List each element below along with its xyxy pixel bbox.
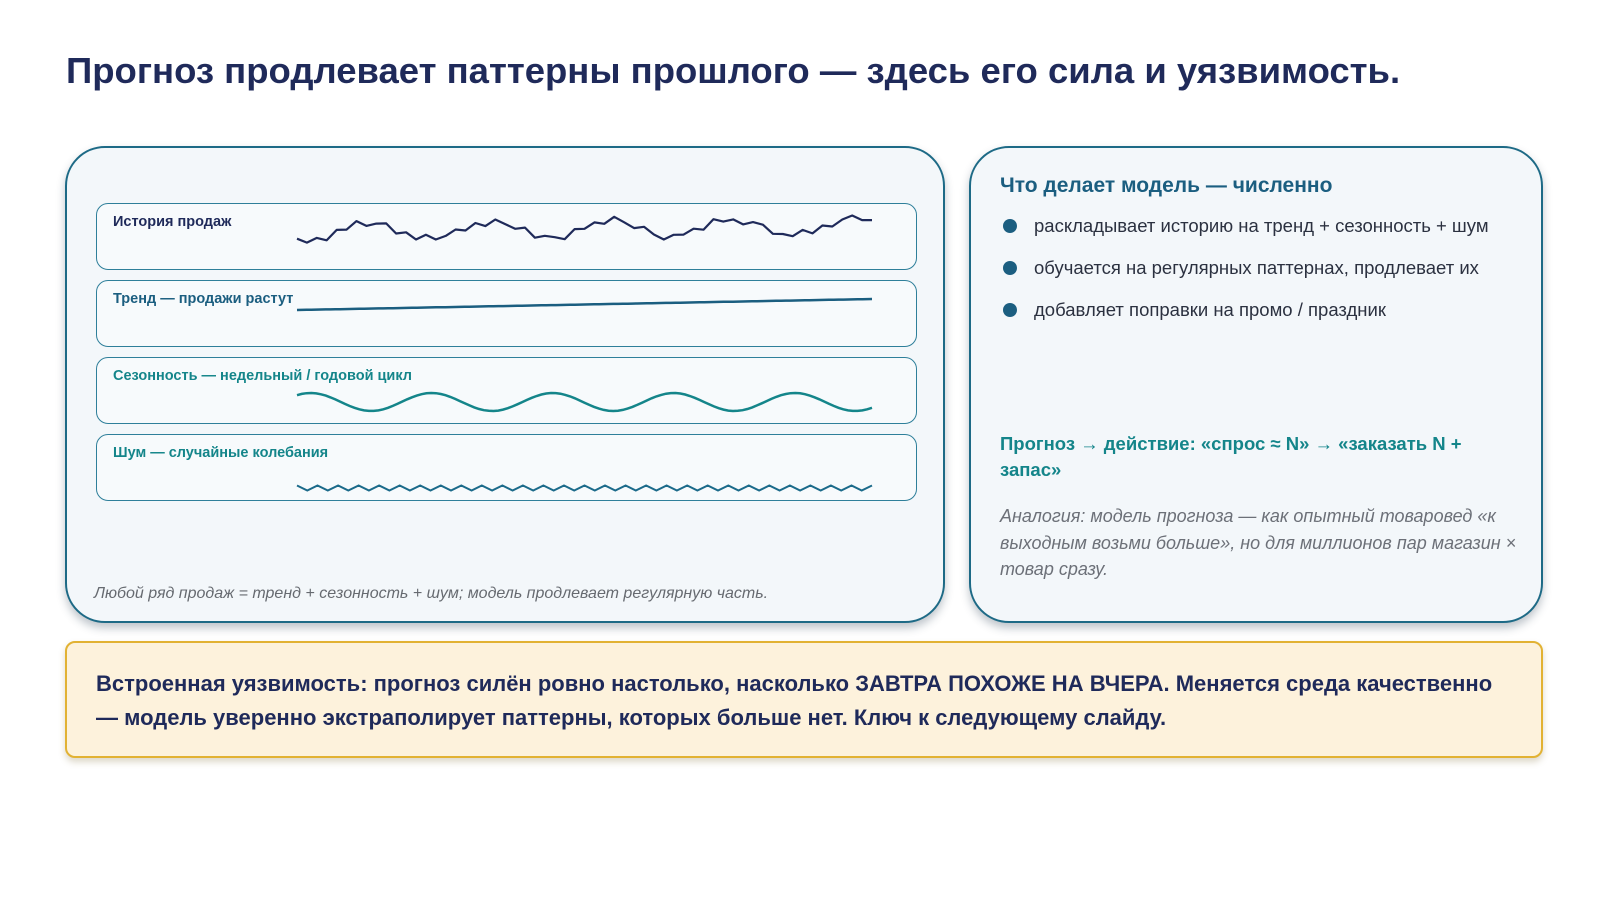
trend-line — [97, 281, 918, 348]
row-history-label: История продаж — [113, 214, 232, 230]
decomposition-card — [65, 146, 945, 623]
row-noise — [96, 434, 917, 501]
bullet-dot-icon — [1003, 261, 1017, 275]
slide-title: Прогноз продлевает паттерны прошлого — здесь его сила и уязвимость. — [66, 50, 1401, 91]
bullet-text: обучается на регулярных паттернах, продлевает их — [1034, 257, 1479, 278]
list-item — [1000, 297, 1520, 323]
model-card — [969, 146, 1543, 623]
row-trend — [96, 280, 917, 347]
row-seasonality — [96, 357, 917, 424]
bullet-text: добавляет поправки на промо / праздник — [1034, 299, 1386, 320]
model-bullets — [1000, 213, 1520, 339]
model-heading: Что делает модель — численно — [1000, 174, 1333, 197]
forecast-action: Прогноз → действие: «спрос ≈ N» → «заказать N + запас» — [1000, 433, 1462, 480]
row-seasonality-label: Сезонность — недельный / годовой цикл — [113, 368, 412, 384]
row-trend-label: Тренд — продажи растут — [113, 291, 294, 307]
list-item — [1000, 213, 1520, 239]
bullet-dot-icon — [1003, 303, 1017, 317]
noise-line — [97, 435, 918, 502]
list-item — [1000, 255, 1520, 281]
analogy-text: Аналогия: модель прогноза — как опытный товаровед «к выходным возьми больше», но для миллионов пар магазин × товар сразу. — [1000, 506, 1517, 579]
callout-text: Встроенная уязвимость: прогноз силён ровно настолько, насколько ЗАВТРА ПОХОЖЕ НА ВЧЕРА. Меняется среда качественно — модель уверенно экстраполирует паттерны, которых больше нет. Ключ к следующему слайду. — [96, 671, 1493, 730]
bullet-text: раскладывает историю на тренд + сезонность + шум — [1034, 215, 1489, 236]
bullet-dot-icon — [1003, 219, 1017, 233]
decomposition-caption: Любой ряд продаж = тренд + сезонность + шум; модель продлевает регулярную часть. — [94, 585, 769, 602]
history-line — [97, 204, 918, 271]
row-history — [96, 203, 917, 270]
row-noise-label: Шум — случайные колебания — [113, 445, 329, 461]
seasonality-line — [97, 358, 918, 425]
vulnerability-callout — [65, 641, 1543, 758]
